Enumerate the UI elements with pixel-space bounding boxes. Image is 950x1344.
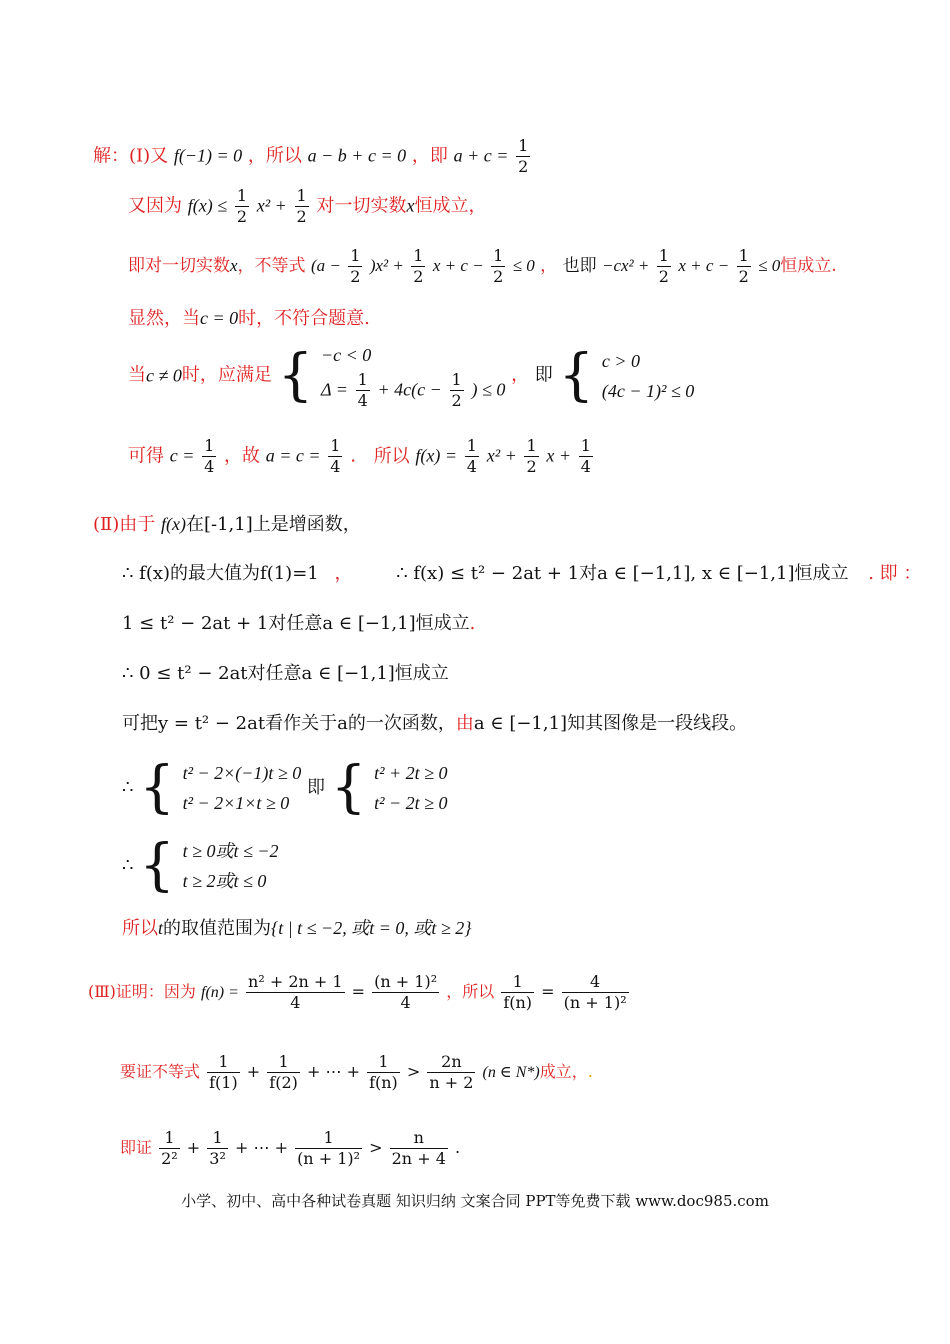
den: (n + 1)²: [297, 1149, 361, 1168]
den: 2: [413, 267, 424, 286]
den: f(n): [503, 993, 533, 1012]
part3-line2: 要证不等式 $\frac{1}{f(1)}$ + $\frac{1}{f(2)}$ + ⋯ + $\frac{1}{f(n)}$ > $\frac{2n}{n + 2}$ (n ∈ N*)成立，.: [120, 1052, 593, 1092]
den: 2: [451, 391, 462, 410]
text: 又因为: [128, 195, 182, 217]
text: . 即 ：: [868, 563, 922, 584]
den: 4: [330, 457, 341, 476]
math: Δ =: [320, 379, 348, 400]
text: 恒成立.: [780, 256, 837, 276]
fraction: [450, 370, 464, 411]
fraction: [295, 1128, 362, 1169]
part1-line4: [128, 306, 370, 331]
text: 可得: [128, 445, 164, 467]
fraction: [207, 1052, 240, 1093]
fraction: [516, 136, 530, 177]
fraction: [356, 370, 370, 411]
fraction: [524, 436, 538, 477]
text: ，所以: [247, 145, 302, 167]
text: 时，应满足: [181, 364, 272, 386]
text: 的取值范围为: [163, 918, 272, 939]
text: 当: [128, 364, 146, 386]
text: ，即: [411, 145, 448, 167]
brace: {: [277, 342, 314, 408]
math: >: [406, 1062, 421, 1081]
num: 1: [350, 246, 361, 265]
text: 1 ≤ t² − 2at + 1对任意a ∈ [−1,1]恒成立: [122, 613, 470, 634]
math: x: [230, 256, 238, 275]
math: −c < 0: [320, 345, 372, 365]
num: 1: [296, 186, 307, 205]
text: 即对一切实数: [128, 256, 230, 276]
num: 1: [204, 436, 215, 455]
part2-line4: [122, 662, 449, 686]
text: ，故: [224, 445, 261, 467]
math: f(x): [161, 514, 186, 534]
num: 1: [413, 246, 424, 265]
fraction: [411, 246, 425, 287]
math: a = c =: [265, 445, 321, 466]
fraction: [367, 1052, 400, 1093]
math: {t | t ≤ −2, 或t = 0, 或t ≥ 2}: [271, 918, 472, 938]
math: t: [158, 918, 164, 938]
num: 1: [207, 1128, 228, 1149]
text: 即证: [120, 1138, 153, 1157]
num: 1: [451, 370, 462, 389]
text: .: [469, 613, 476, 634]
math: (4c − 1)² ≤ 0: [601, 380, 695, 401]
math: f(x) =: [415, 445, 458, 466]
num: n² + 2n + 1: [248, 972, 343, 991]
system: [602, 346, 694, 406]
den: 4: [204, 457, 215, 476]
den: 2: [738, 267, 749, 286]
brace: {: [139, 833, 175, 898]
math: c > 0: [601, 350, 641, 371]
fraction: [328, 436, 342, 477]
math: [-1,1]: [204, 514, 253, 535]
brace: {: [330, 755, 367, 820]
den: f(1): [209, 1073, 238, 1092]
text: (Ⅱ)由于: [93, 514, 156, 535]
math: t² − 2×(−1)t ≥ 0: [182, 763, 302, 783]
part2-line5: [122, 712, 747, 736]
den: 2: [296, 207, 307, 226]
math: t ≥ 0或t ≤ −2: [182, 841, 279, 861]
num: 1: [493, 246, 504, 265]
num: 2n: [427, 1052, 475, 1073]
text: 成立，: [539, 1062, 588, 1081]
den: 2²: [161, 1149, 178, 1168]
math: + ⋯ +: [234, 1138, 288, 1157]
fraction: [295, 186, 309, 227]
den: 4: [290, 993, 301, 1012]
text: 时，不符合题意.: [238, 308, 370, 329]
math: x + c −: [432, 256, 484, 275]
eq-ac: a + c =: [453, 145, 509, 166]
system: [374, 758, 447, 818]
den: 2: [350, 267, 361, 286]
math: x: [406, 195, 415, 216]
math: )x² +: [369, 256, 404, 275]
fraction: [657, 246, 671, 287]
math: x + c −: [678, 256, 730, 275]
part1-line2: [128, 186, 486, 227]
page-footer: 小学、初中、高中各种试卷真题 知识归纳 文案合同 PPT等免费下载 www.doc985.com: [181, 1192, 769, 1210]
part3-line1: (Ⅲ)证明：因为 f(n) = $\frac{\text{n² + 2n + 1}}{4}$ = $\frac{\text{(n + 1)²}}{4}$ ，所以 $\frac{1}{f(n)}$ = $\frac{4}{\text{(n + 1)²}}$: [88, 972, 627, 1012]
math: x² +: [256, 195, 287, 216]
math: (a −: [310, 256, 341, 275]
part2-system2: ∴ { t ≥ 0或t ≤ −2 t ≥ 2或t ≤ 0: [122, 833, 279, 898]
text: ，: [334, 563, 353, 584]
part3-line3: 即证 $\frac{1}{\text{2²}}$ + $\frac{1}{\text{3²}}$ + ⋯ + $\frac{1}{\text{(n + 1)²}}$ > $\frac{n}{2n + 4}$ .: [120, 1128, 461, 1168]
text: .: [587, 1062, 593, 1081]
num: 1: [236, 186, 248, 205]
den: 2: [526, 457, 537, 476]
math: + 4c(c −: [377, 379, 442, 400]
text: 即: [307, 777, 326, 798]
text: 显然，当: [128, 308, 200, 329]
num: 1: [526, 436, 537, 455]
brace: {: [558, 342, 595, 408]
text: a ∈ [−1,1]知其图像是一段线段。: [473, 713, 748, 734]
num: 1: [580, 436, 591, 455]
part1-line5: [128, 340, 694, 411]
eq-f-minus1: f(−1) = 0: [173, 145, 243, 166]
math: f(n) =: [201, 984, 239, 1001]
fraction: [579, 436, 593, 477]
den: 4: [400, 993, 411, 1012]
num: 1: [330, 436, 341, 455]
math: (n ∈ N*): [482, 1064, 540, 1081]
math: x² +: [486, 445, 517, 466]
math: x +: [546, 445, 572, 466]
eq-abc: a − b + c = 0: [307, 145, 407, 166]
fraction: [427, 1052, 475, 1093]
math: ) ≤ 0: [471, 379, 506, 400]
math: f(x) ≤: [187, 195, 228, 216]
math: t² + 2t ≥ 0: [374, 763, 448, 783]
num: 1: [658, 246, 669, 265]
text: ∴ 0 ≤ t² − 2at对任意a ∈ [−1,1]恒成立: [122, 663, 449, 684]
text: ∴ f(x)的最大值为f(1)=1: [122, 563, 319, 584]
fraction: [562, 972, 629, 1013]
text: ，所以: [446, 982, 495, 1001]
math: t² − 2t ≥ 0: [374, 793, 448, 813]
text: 对一切实数: [316, 195, 407, 217]
part2-line3: [122, 612, 475, 636]
fraction: [246, 972, 345, 1013]
fraction: [390, 1128, 448, 1169]
math: −cx² +: [601, 256, 650, 275]
num: 1: [207, 1052, 240, 1073]
system: [321, 340, 505, 411]
fraction: [235, 186, 249, 227]
text: 可把y = t² − 2at看作关于a的一次函数，: [122, 713, 456, 734]
brace: {: [139, 755, 175, 820]
math: c =: [169, 445, 195, 466]
fraction: [501, 972, 534, 1013]
num: 1: [367, 1052, 400, 1073]
text: ，: [540, 256, 558, 276]
den: f(2): [269, 1073, 298, 1092]
part1-line3: [128, 246, 837, 287]
text: .: [350, 445, 356, 467]
den: n + 2: [429, 1073, 474, 1092]
num: 1: [466, 436, 477, 455]
system: [183, 836, 279, 896]
fraction: [348, 246, 362, 287]
text: 由: [455, 713, 474, 734]
text: (Ⅲ)证明：因为: [88, 982, 196, 1001]
den: 2: [236, 207, 248, 226]
math: c = 0: [200, 308, 239, 328]
num: 1: [295, 1128, 362, 1149]
den: 4: [580, 457, 591, 476]
part1-line1: [93, 136, 532, 177]
num: (n + 1)²: [374, 972, 438, 991]
part2-answer: [122, 916, 471, 941]
fraction: [465, 436, 479, 477]
text: 在: [186, 514, 204, 535]
math: t² − 2×1×t ≥ 0: [182, 793, 290, 813]
math: + ⋯ +: [306, 1062, 360, 1081]
math: c ≠ 0: [146, 365, 182, 386]
text: ，: [511, 364, 530, 386]
den: 4: [357, 391, 368, 410]
part1-line6: [128, 436, 595, 477]
text: 恒成立，: [414, 195, 487, 217]
text: 要证不等式: [120, 1062, 201, 1081]
num: 1: [357, 370, 368, 389]
den: (n + 1)²: [563, 993, 627, 1012]
fraction: [491, 246, 505, 287]
text: 也即: [562, 256, 597, 276]
part2-line1: [93, 512, 361, 537]
den: f(n): [369, 1073, 398, 1092]
text: 上是增函数，: [252, 514, 361, 535]
den: 2: [518, 157, 529, 176]
fraction: [737, 246, 751, 287]
math: >: [369, 1138, 383, 1157]
math: t ≥ 2或t ≤ 0: [182, 871, 267, 891]
num: n: [390, 1128, 448, 1149]
text: 即: [534, 364, 553, 386]
num: 4: [562, 972, 629, 993]
part1-label: 解：(Ⅰ)又: [93, 145, 169, 167]
fraction: [207, 1128, 228, 1169]
text: ∴ f(x) ≤ t² − 2at + 1对a ∈ [−1,1], x ∈ [−1,1]恒成立: [396, 563, 849, 584]
math: ≤ 0: [512, 256, 535, 275]
num: 1: [738, 246, 749, 265]
fraction: [267, 1052, 300, 1093]
num: 1: [518, 136, 529, 155]
text: 所以: [122, 918, 158, 939]
text: 所以: [373, 445, 410, 467]
fraction: [202, 436, 216, 477]
den: 2: [493, 267, 504, 286]
fraction: [372, 972, 439, 1013]
text: ，不等式: [237, 256, 306, 276]
den: 2: [658, 267, 669, 286]
part2-system1: ∴ { t² − 2×(−1)t ≥ 0 t² − 2×1×t ≥ 0 即 { t² + 2t ≥ 0 t² − 2t ≥ 0: [122, 755, 448, 820]
num: 1: [501, 972, 534, 993]
den: 3²: [209, 1149, 226, 1168]
den: 2n + 4: [391, 1149, 446, 1168]
fraction: [159, 1128, 180, 1169]
part2-line2: [122, 562, 921, 586]
num: 1: [267, 1052, 300, 1073]
den: 4: [466, 457, 477, 476]
math: ≤ 0: [758, 256, 781, 275]
math: .: [454, 1138, 461, 1157]
system: [183, 758, 302, 818]
num: 1: [159, 1128, 180, 1149]
